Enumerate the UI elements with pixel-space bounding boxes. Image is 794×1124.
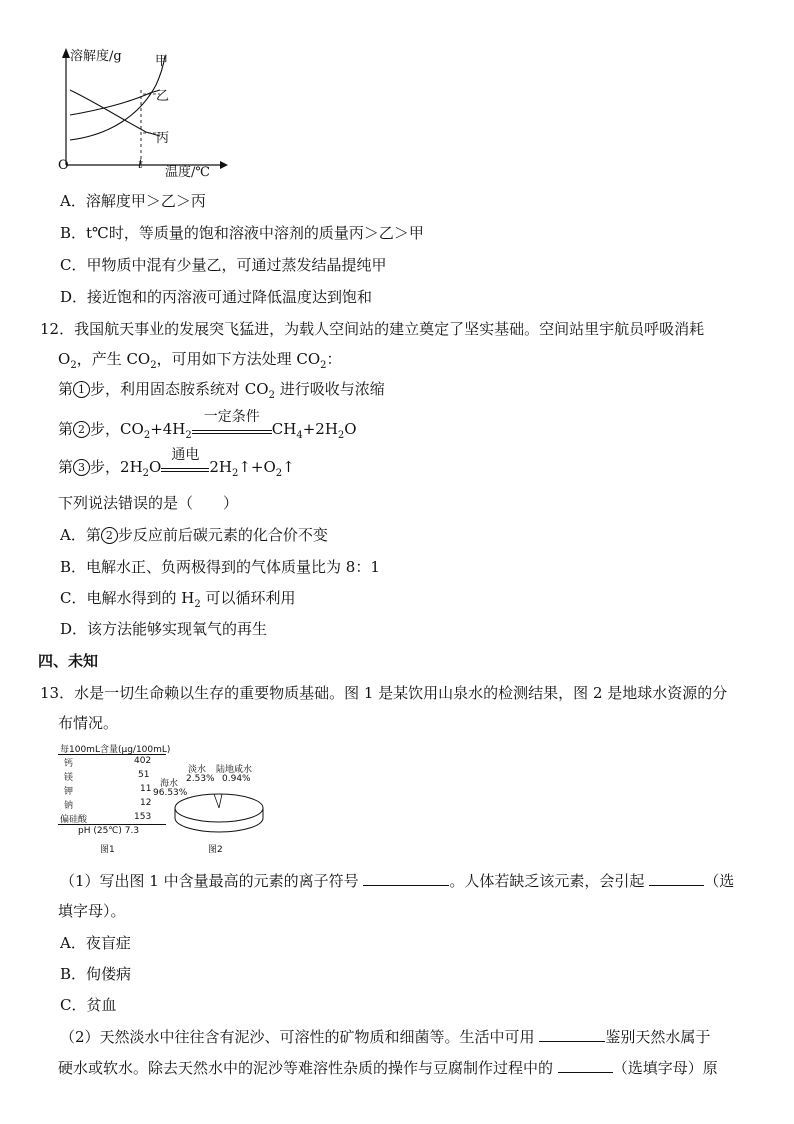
q13-part2-line1: （2）天然淡水中往往含有泥沙、可溶性的矿物质和细菌等。生活中可用 鉴别天然水属于 xyxy=(60,1028,711,1046)
graph-origin: O xyxy=(58,158,69,173)
q12-stem-line2: $O_2$，产生 $CO_2$，可用如下方法处理 $CO_2$： xyxy=(58,350,342,371)
answer-blank[interactable] xyxy=(649,871,704,886)
figure2-caption: 图2 xyxy=(208,845,223,855)
graph-ylabel: 溶解度/g xyxy=(70,49,122,64)
graph-xlabel: 温度/℃ xyxy=(165,165,210,180)
answer-blank[interactable] xyxy=(539,1027,605,1042)
q12-step2: 第 2 步，$CO_2+4H_2$ 一定条件 $CH_4+2H_2O$ xyxy=(58,418,357,441)
q13-option-b: B．佝偻病 xyxy=(60,965,132,983)
answer-blank[interactable] xyxy=(363,871,449,886)
condition-label: 通电 xyxy=(171,447,200,463)
condition-label: 一定条件 xyxy=(203,409,260,425)
table-ph: pH (25℃) 7.3 xyxy=(78,826,140,836)
table-row: 偏硅酸 xyxy=(60,815,88,825)
q11-option-d: D．接近饱和的丙溶液可通过降低温度达到饱和 xyxy=(60,288,373,306)
q12-option-a: A．第 2 步反应前后碳元素的化合价不变 xyxy=(60,526,328,544)
curve-yi xyxy=(70,90,160,115)
table-row: 钙 xyxy=(64,759,74,769)
q12-step3: 第 3 步，$2H_2O$ 通电 $2H_2↑+O_2↑$ xyxy=(58,456,295,479)
table-row-value: 402 xyxy=(134,756,152,766)
q11-option-c: C．甲物质中混有少量乙，可通过蒸发结晶提纯甲 xyxy=(60,256,387,274)
table-row-value: 153 xyxy=(134,812,152,822)
q13-stem-line2: 布情况。 xyxy=(58,714,119,732)
table-row: 镁 xyxy=(64,773,74,783)
q12-option-c: C．电解水得到的 $H_2$ 可以循环利用 xyxy=(60,589,296,610)
graph-t: t xyxy=(138,157,143,171)
pie-seawater-pct: 96.53% xyxy=(153,788,188,798)
answer-blank[interactable] xyxy=(558,1058,613,1073)
q12-option-b: B．电解水正、负两极得到的气体质量比为 8：1 xyxy=(60,558,380,576)
q13-part2-line2: 硬水或软水。除去天然水中的泥沙等难溶性杂质的操作与豆腐制作过程中的 （选填字母）原 xyxy=(58,1059,718,1077)
curve-jia xyxy=(70,56,165,140)
table-title: 每100mL含量(μg/100mL) xyxy=(60,745,171,755)
pie-salty-label: 陆地咸水 xyxy=(216,765,253,775)
table-row: 钾 xyxy=(64,787,74,797)
q13-option-c: C．贫血 xyxy=(60,996,117,1014)
graph-label-jia: 甲 xyxy=(155,54,169,69)
figure1-caption: 图1 xyxy=(100,845,115,855)
section-heading: 四、未知 xyxy=(38,652,99,670)
table-row: 钠 xyxy=(64,801,74,811)
pie-fresh-pct: 2.53% xyxy=(186,774,215,784)
q12-option-d: D．该方法能够实现氧气的再生 xyxy=(60,620,268,638)
table-row-value: 12 xyxy=(140,798,152,808)
table-row-value: 11 xyxy=(140,784,152,794)
pie-salty-pct: 0.94% xyxy=(222,774,251,784)
q13-part1-line2: 填字母）。 xyxy=(58,902,126,920)
graph-label-bing: 丙 xyxy=(156,131,170,146)
q11-option-b: B．t℃时，等质量的饱和溶液中溶剂的质量丙＞乙＞甲 xyxy=(60,224,424,242)
pie-fresh-label: 淡水 xyxy=(188,765,207,775)
q13-part1-line1: （1）写出图 1 中含量最高的元素的离子符号 。人体若缺乏该元素，会引起 （选 xyxy=(60,872,735,890)
q12-stem-line1: 12．我国航天事业的发展突飞猛进，为载人空间站的建立奠定了坚实基础。空间站里宇航员呼吸消耗 xyxy=(40,320,705,338)
table-row-value: 51 xyxy=(138,770,150,780)
q12-prompt: 下列说法错误的是（ ） xyxy=(58,494,239,512)
q12-step1: 第 1 步，利用固态胺系统对 $CO_2$ 进行吸收与浓缩 xyxy=(58,380,385,401)
q11-option-a: A．溶解度甲＞乙＞丙 xyxy=(60,192,206,210)
q13-option-a: A．夜盲症 xyxy=(60,934,131,952)
graph-label-yi: 乙 xyxy=(156,89,170,104)
q13-stem-line1: 13．水是一切生命赖以生存的重要物质基础。图 1 是某饮用山泉水的检测结果，图 2 是地球水资源的分 xyxy=(40,684,728,702)
pie-seawater-label: 海水 xyxy=(160,779,179,789)
